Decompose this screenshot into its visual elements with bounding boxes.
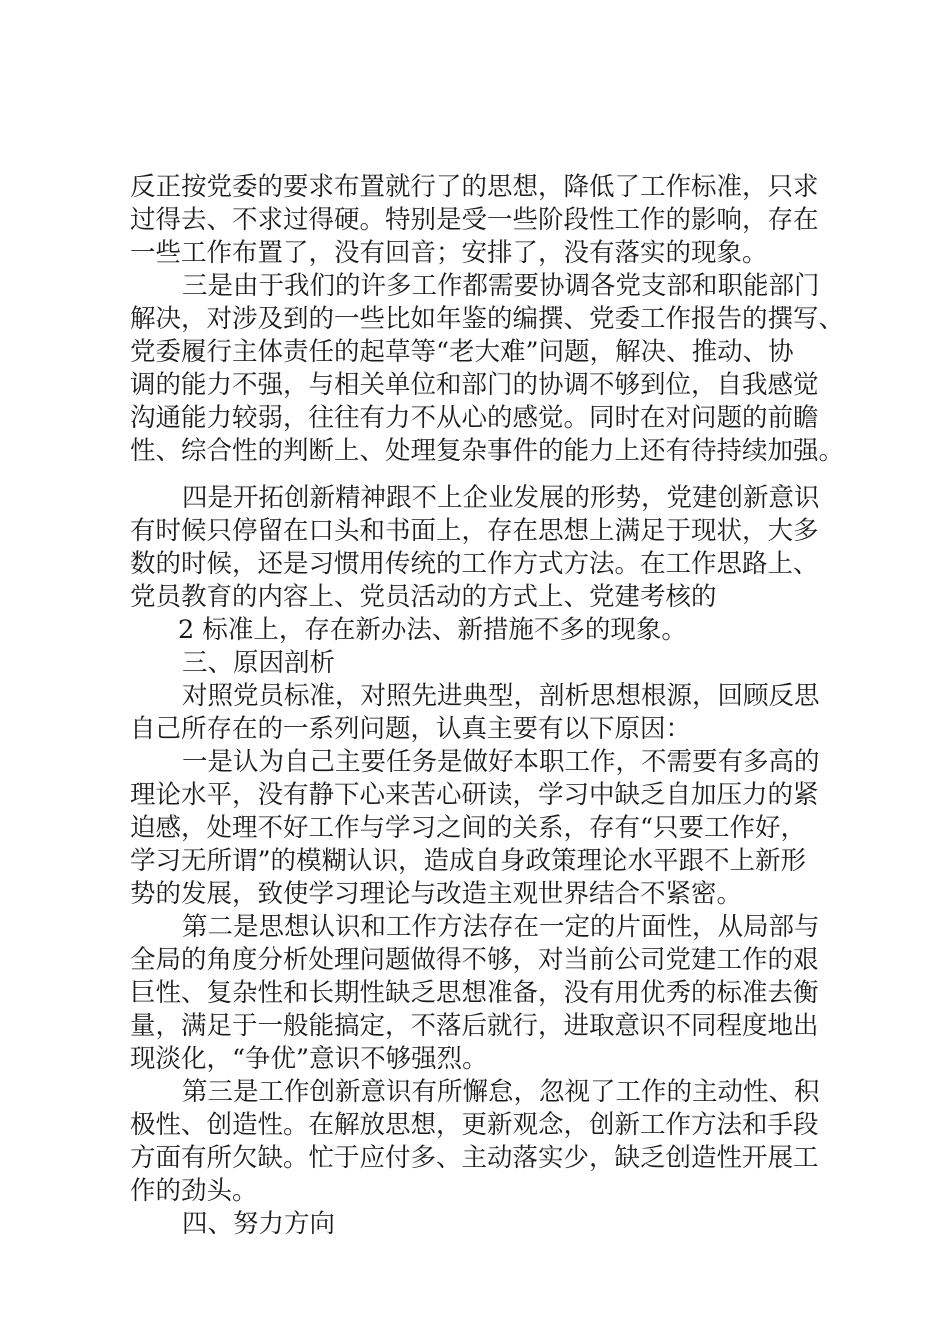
text-line: 对照党员标准，对照先进典型，剖析思想根源，回顾反思 — [182, 681, 820, 711]
text-line: 极性、创造性。在解放思想，更新观念，创新工作方法和手段 — [130, 1110, 819, 1140]
text-line: 党员教育的内容上、党员活动的方式上、党建考核的 — [130, 582, 717, 612]
text-line: 第三是工作创新意识有所懈怠，忽视了工作的主动性、积 — [182, 1077, 820, 1107]
text-line: 性、综合性的判断上、处理复杂事件的能力上还有待持续加强。 — [130, 436, 845, 466]
text-line: 一是认为自己主要任务是做好本职工作，不需要有多高的 — [182, 747, 820, 777]
text-line: 第二是思想认识和工作方法存在一定的片面性，从局部与 — [182, 912, 820, 942]
text-line: 迫感，处理不好工作与学习之间的关系，存有“只要工作好， — [130, 813, 807, 843]
text-line: 巨性、复杂性和长期性缺乏思想准备，没有用优秀的标准去衡 — [130, 978, 819, 1008]
text-line: 自己所存在的一系列问题，认真主要有以下原因： — [130, 714, 692, 744]
text-line: 2 标准上，存在新办法、新措施不多的现象。 — [178, 615, 687, 645]
section-heading: 四、努力方向 — [182, 1209, 336, 1239]
text-line: 调的能力不强，与相关单位和部门的协调不够到位，自我感觉 — [130, 370, 819, 400]
text-line: 三是由于我们的许多工作都需要协调各党支部和职能部门 — [182, 271, 820, 301]
text-line: 有时候只停留在口头和书面上，存在思想上满足于现状，大多 — [130, 516, 819, 546]
text-line: 四是开拓创新精神跟不上企业发展的形势，党建创新意识 — [182, 483, 820, 513]
text-line: 学习无所谓”的模糊认识，造成自身政策理论水平跟不上新形 — [130, 846, 807, 876]
text-line: 现淡化，“争优”意识不够强烈。 — [130, 1044, 488, 1074]
text-line: 方面有所欠缺。忙于应付多、主动落实少，缺乏创造性开展工 — [130, 1143, 819, 1173]
text-line: 一些工作布置了，没有回音；安排了，没有落实的现象。 — [130, 238, 768, 268]
text-line: 理论水平，没有静下心来苦心研读，学习中缺乏自加压力的紧 — [130, 780, 819, 810]
text-line: 过得去、不求过得硬。特别是受一些阶段性工作的影响，存在 — [130, 205, 819, 235]
text-line: 党委履行主体责任的起草等“老大难”问题，解决、推动、协 — [130, 337, 794, 367]
text-line: 沟通能力较弱，往往有力不从心的感觉。同时在对问题的前瞻 — [130, 403, 819, 433]
text-line: 作的劲头。 — [130, 1176, 258, 1206]
text-line: 势的发展，致使学习理论与改造主观世界结合不紧密。 — [130, 879, 743, 909]
text-line: 全局的角度分析处理问题做得不够，对当前公司党建工作的艰 — [130, 945, 819, 975]
text-line: 反正按党委的要求布置就行了的思想，降低了工作标准，只求 — [130, 172, 819, 202]
text-line: 量，满足于一般能搞定，不落后就行，进取意识不同程度地出 — [130, 1011, 819, 1041]
text-line: 数的时候，还是习惯用传统的工作方式方法。在工作思路上、 — [130, 549, 819, 579]
section-heading: 三、原因剖析 — [182, 648, 336, 678]
text-line: 解决，对涉及到的一些比如年鉴的编撰、党委工作报告的撰写、 — [130, 304, 845, 334]
